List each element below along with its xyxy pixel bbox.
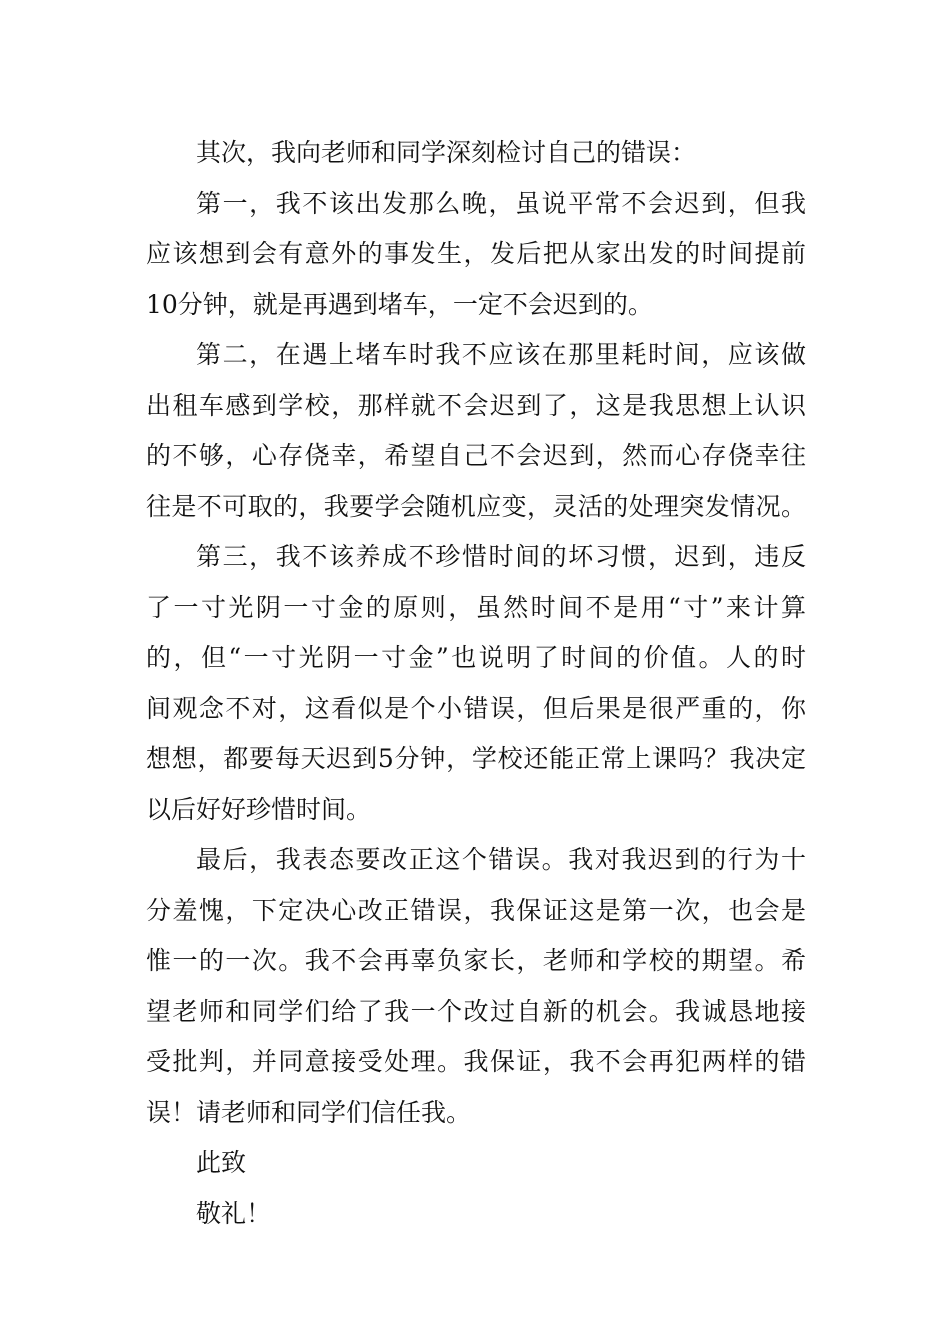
paragraph-point-2 — [146, 330, 806, 532]
text-line: 第三，我不该养成不珍惜时间的坏习惯，迟到，违反 — [196, 542, 806, 571]
text-line: 间观念不对，这看似是个小错误，但后果是很严重的，你 — [146, 693, 806, 723]
text-line: 出租车感到学校，那样就不会迟到了，这是我思想上认识 — [146, 390, 806, 420]
text-line: 的，但“一寸光阴一寸金”也说明了时间的价值。人的时 — [146, 643, 806, 672]
text-line: 以后好好珍惜时间。 — [146, 794, 372, 824]
text-line: 分羞愧，下定决心改正错误，我保证这是第一次，也会是 — [146, 895, 806, 925]
closing-regards: 敬礼！ — [196, 1198, 272, 1228]
closing-salutation: 此致 — [196, 1148, 247, 1177]
text-line: 受批判，并同意接受处理。我保证，我不会再犯两样的错 — [146, 1047, 806, 1076]
text-line: 其次，我向老师和同学深刻检讨自己的错误： — [196, 138, 697, 167]
text-line: 往是不可取的，我要学会随机应变，灵活的处理突发情况。 — [146, 491, 806, 521]
text-line: 惟一的一次。我不会再辜负家长，老师和学校的期望。希 — [146, 946, 806, 975]
text-line: 最后，我表态要改正这个错误。我对我迟到的行为十 — [196, 845, 806, 874]
paragraph-conclusion — [146, 835, 806, 1138]
text-line: 应该想到会有意外的事发生，发后把从家出发的时间提前 — [146, 239, 806, 268]
paragraph-point-1 — [146, 179, 806, 331]
text-line: 望老师和同学们给了我一个改过自新的机会。我诚恳地接 — [146, 996, 806, 1026]
text-line: 了一寸光阴一寸金的原则，虽然时间不是用“寸”来计算 — [146, 592, 806, 622]
text-line: 第一，我不该出发那么晚，虽说平常不会迟到，但我 — [196, 188, 806, 218]
text-line: 误！请老师和同学们信任我。 — [146, 1097, 472, 1127]
text-line: 想想，都要每天迟到5分钟，学校还能正常上课吗？我决定 — [146, 744, 806, 773]
document-body — [146, 128, 806, 1239]
paragraph-point-3 — [146, 532, 806, 835]
text-line: 10分钟，就是再遇到堵车，一定不会迟到的。 — [146, 289, 653, 319]
text-line: 的不够，心存侥幸，希望自己不会迟到，然而心存侥幸往 — [146, 441, 806, 470]
text-line: 第二，在遇上堵车时我不应该在那里耗时间，应该做 — [196, 340, 806, 369]
paragraph-intro — [146, 128, 806, 179]
